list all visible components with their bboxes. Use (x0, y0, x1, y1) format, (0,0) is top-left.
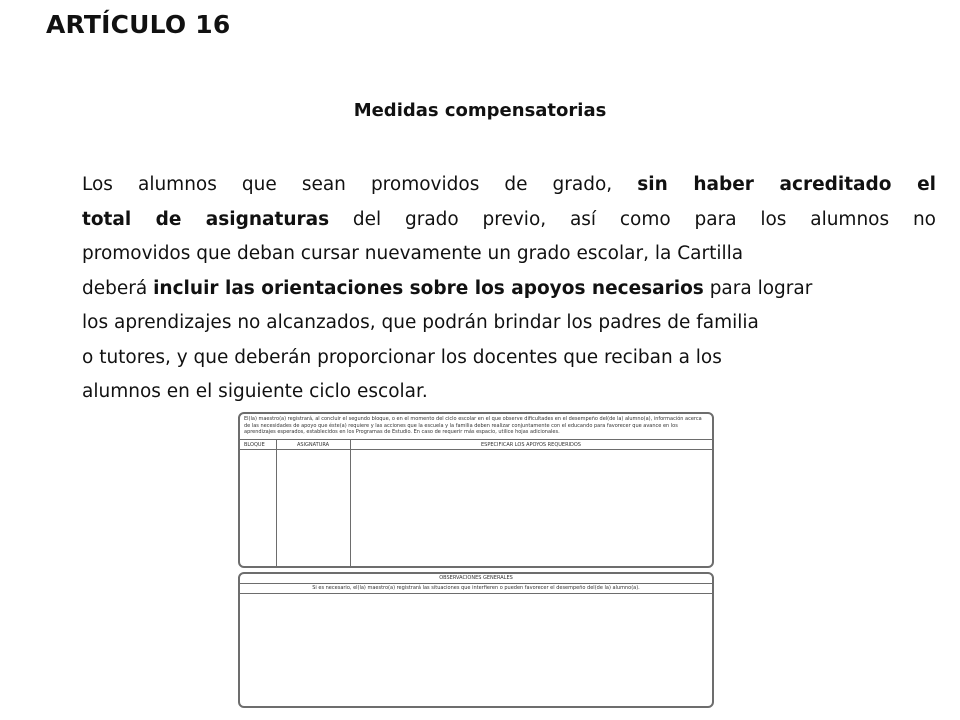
support-form-image (238, 412, 714, 568)
col-header-bloque: BLOQUE (240, 440, 276, 450)
observations-title: OBSERVACIONES GENERALES (240, 574, 712, 584)
form-instructions: El(la) maestro(a) registrará, al concluir el segundo bloque, o en el momento del ciclo escolar en el que observe dificultades en el desempeño del(de la) alumno(a), información acerca de las necesidades de apoyo que éste(a) requiere y las acciones que la escuela y la familia deben realizar conjuntamente con el educando para favorecer que avance en los aprendizajes esperados, establecidos en los Programas de Estudio. En caso de requerir más espacio, utilice hojas adicionales. (240, 414, 712, 440)
paragraph-line-2 (82, 203, 936, 238)
paragraph-line-5: los aprendizajes no alcanzados, que podrán brindar los padres de familia (82, 312, 759, 333)
text-run: deberá (82, 277, 154, 299)
column-divider (350, 440, 351, 566)
text-run: Los alumnos que sean promovidos de grado, (82, 174, 638, 195)
body-paragraph (82, 168, 936, 410)
observations-note: Si es necesario, el(la) maestro(a) registrará las situaciones que interfieren o pueden favorecer el desempeño del(de la) alumno(a). (240, 584, 712, 594)
section-title: Medidas compensatorias (353, 100, 607, 121)
paragraph-line-3: promovidos que deban cursar nuevamente un grado escolar, la Cartilla (82, 243, 744, 264)
bold-run: total de asignaturas (82, 208, 330, 230)
article-title: ARTÍCULO 16 (46, 10, 231, 39)
bold-run: sin haber acreditado el (637, 174, 936, 195)
bold-run: incluir las orientaciones sobre los apoyos necesarios (153, 277, 704, 299)
observations-form-image (238, 572, 714, 708)
text-run: para lograr (703, 277, 813, 299)
paragraph-line-1 (82, 168, 936, 203)
paragraph-line-7: alumnos en el siguiente ciclo escolar. (82, 381, 428, 402)
col-header-apoyos: ESPECIFICAR LOS APOYOS REQUERIDOS (350, 440, 712, 450)
form-table (240, 440, 712, 566)
paragraph-line-6: o tutores, y que deberán proporcionar los docentes que reciban a los (82, 346, 722, 368)
col-header-asignatura: ASIGNATURA (276, 440, 350, 450)
text-run: del grado previo, así como para los alumnos no (329, 208, 936, 230)
paragraph-line-4 (82, 272, 936, 307)
column-divider (276, 440, 277, 566)
